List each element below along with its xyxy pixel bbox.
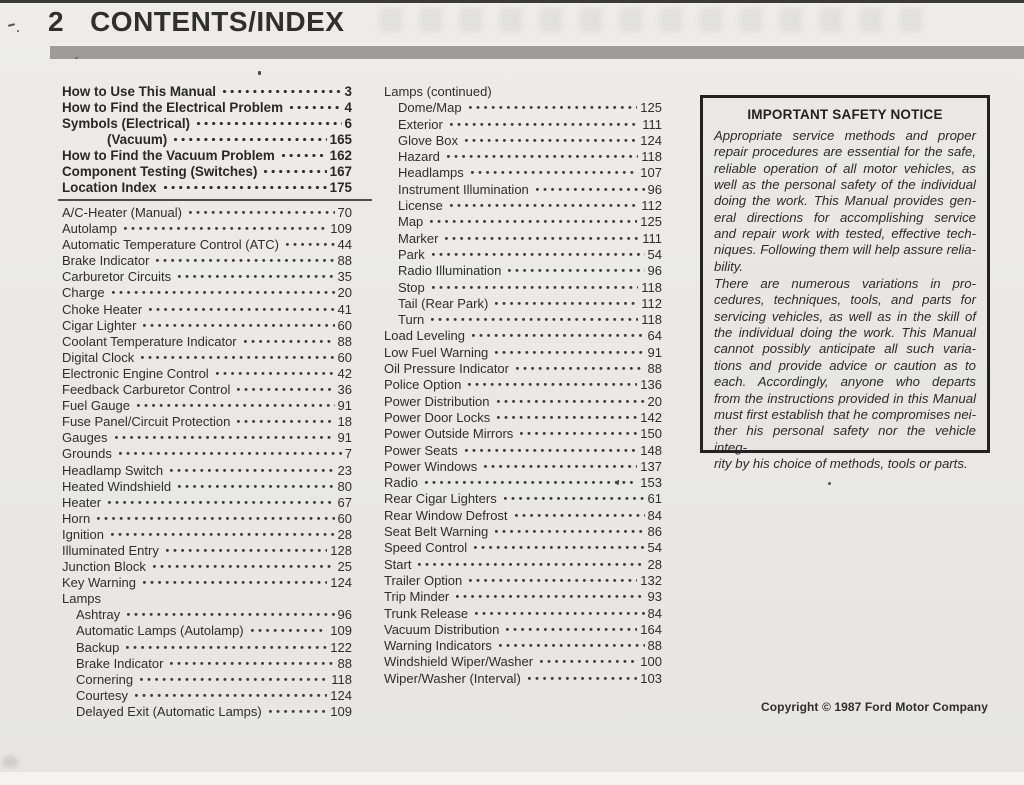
index-entry-page-number: 35 — [337, 269, 352, 285]
index-entry-label: Brake Indicator — [76, 655, 164, 671]
index-entry — [62, 237, 352, 253]
index-entry-label: Choke Heater — [62, 301, 143, 317]
index-entry-label: Courtesy — [76, 687, 129, 703]
index-entry-label: Charge — [62, 285, 105, 301]
toc-entry-label: Component Testing (Switches) — [62, 164, 258, 179]
index-entry-page-number: 109 — [330, 703, 352, 719]
index-entry-page-number: 60 — [337, 317, 352, 333]
toc-entry-page-number: 165 — [329, 132, 352, 147]
index-entry-page-number: 100 — [640, 654, 662, 670]
index-entry-page-number: 136 — [640, 377, 662, 393]
index-entry-label: Backup — [76, 639, 120, 655]
index-entry-label: Stop — [398, 279, 425, 295]
index-entry-label: Autolamp — [62, 221, 117, 237]
index-entry — [62, 607, 352, 623]
toc-entry — [62, 148, 352, 164]
index-entry-label: Trunk Release — [384, 605, 469, 621]
toc-entry — [62, 84, 352, 100]
index-entry — [62, 575, 352, 591]
index-entry — [384, 247, 662, 263]
index-entry-page-number: 88 — [647, 361, 662, 377]
index-entry-label: Heated Windshield — [62, 478, 172, 494]
scan-speckle — [2, 756, 18, 768]
toc-entry-page-number: 3 — [344, 84, 352, 99]
scan-speckle — [258, 71, 261, 75]
index-entry-page-number: 111 — [642, 230, 662, 246]
toc-entry-page-number: 175 — [329, 180, 352, 195]
index-entry-label: Automatic Temperature Control (ATC) — [62, 237, 279, 253]
index-entry-page-number: 84 — [647, 507, 662, 523]
index-entry — [384, 573, 662, 589]
index-entry-label: Ashtray — [76, 607, 121, 623]
index-entry-label: A/C-Heater (Manual) — [62, 205, 182, 220]
toc-list — [62, 84, 352, 196]
index-entry — [384, 638, 662, 654]
index-entry-page-number: 20 — [647, 393, 662, 409]
index-entry — [384, 263, 662, 279]
index-entry — [384, 149, 662, 165]
index-entry-page-number: 88 — [337, 333, 352, 349]
index-entry — [62, 623, 352, 639]
index-entry — [384, 671, 662, 687]
index-entry-page-number: 103 — [640, 670, 662, 686]
index-entry — [384, 606, 662, 622]
index-entry — [384, 475, 662, 491]
index-entry-page-number: 118 — [331, 671, 352, 687]
index-entry-label: Heater — [62, 494, 102, 510]
index-entry-label: Electronic Engine Control — [62, 365, 209, 381]
index-entry-page-number: 107 — [640, 165, 662, 181]
index-entry — [384, 557, 662, 573]
index-entry — [62, 205, 352, 221]
index-entry-label: Fuel Gauge — [62, 398, 130, 414]
index-entry-page-number: 18 — [337, 414, 352, 430]
index-entry-label: Horn — [62, 510, 91, 526]
index-entry-label: Instrument Illumination — [398, 181, 529, 197]
index-entry-page-number: 23 — [337, 462, 352, 478]
index-entry-label: Cornering — [76, 671, 134, 687]
index-entry-label: Power Door Locks — [384, 409, 491, 425]
index-entry-label: Wiper/Washer (Interval) — [384, 670, 521, 686]
title-divider-bar — [50, 46, 1024, 59]
index-entry — [62, 334, 352, 350]
toc-entry-page-number: 4 — [344, 100, 352, 115]
index-entry — [384, 198, 662, 214]
print-bleed-ghost — [380, 8, 940, 32]
index-entry-label: Hazard — [398, 149, 440, 165]
toc-entry-page-number: 167 — [329, 164, 352, 179]
index-entry-page-number: 150 — [640, 426, 662, 442]
index-entry — [384, 328, 662, 344]
index-entry-page-number: 88 — [337, 655, 352, 671]
index-entry-label: Key Warning — [62, 575, 136, 591]
index-entry — [384, 165, 662, 181]
index-entry — [384, 280, 662, 296]
toc-entry-label: How to Find the Vacuum Problem — [62, 148, 275, 163]
index-entry — [384, 182, 662, 198]
index-entry — [62, 318, 352, 334]
index-entry-label: Glove Box — [398, 132, 458, 148]
toc-entry — [62, 116, 352, 132]
index-entry-label: Power Distribution — [384, 393, 490, 409]
section-divider-rule — [58, 199, 372, 201]
index-entry — [384, 231, 662, 247]
toc-entry-label: (Vacuum) — [107, 132, 168, 147]
index-entry-label: Power Seats — [384, 442, 458, 458]
index-entry-label: Coolant Temperature Indicator — [62, 333, 237, 349]
index-entry-label: Seat Belt Warning — [384, 524, 489, 540]
index-entry-page-number: 124 — [640, 132, 662, 148]
toc-entry — [62, 164, 352, 180]
index-entry-page-number: 112 — [641, 198, 662, 214]
index-entry-label: Delayed Exit (Automatic Lamps) — [76, 703, 262, 719]
index-entry — [62, 446, 352, 462]
index-entry-page-number: 137 — [640, 458, 662, 474]
index-entry-label: Feedback Carburetor Control — [62, 382, 231, 398]
index-entry-page-number: 153 — [640, 475, 662, 491]
index-entry — [384, 589, 662, 605]
index-entry — [384, 394, 662, 410]
index-entry-page-number: 25 — [337, 559, 352, 575]
index-entry — [62, 527, 352, 543]
index-entry-page-number: 91 — [337, 398, 352, 414]
toc-entry-label: Symbols (Electrical) — [62, 116, 191, 131]
index-entry-label: Power Windows — [384, 458, 478, 474]
index-entry-page-number: 61 — [647, 491, 662, 507]
index-entry-label: Oil Pressure Indicator — [384, 361, 509, 377]
index-entry-label: Turn — [398, 312, 425, 328]
index-entry-label: Dome/Map — [398, 100, 462, 116]
index-entry — [384, 426, 662, 442]
index-entry-label: Trip Minder — [384, 589, 450, 605]
index-entry-label: Headlamps — [398, 165, 464, 181]
safety-notice-box — [700, 95, 990, 471]
index-entry-label: Cigar Lighter — [62, 317, 137, 333]
index-entry-page-number: 148 — [640, 442, 662, 458]
index-entry-page-number: 80 — [337, 478, 352, 494]
index-entry-label: Trailer Option — [384, 572, 463, 588]
middle-column — [384, 84, 662, 687]
index-entry-page-number: 142 — [640, 409, 662, 425]
toc-entry-page-number: 6 — [344, 116, 352, 131]
index-entry-page-number: 122 — [330, 639, 352, 655]
safety-notice-title: IMPORTANT SAFETY NOTICE — [747, 107, 943, 122]
index-entry — [384, 443, 662, 459]
scan-speckle — [8, 23, 15, 27]
index-entry-page-number: 42 — [337, 365, 352, 381]
index-entry — [62, 302, 352, 318]
index-entry-page-number: 111 — [642, 116, 662, 132]
index-entry-label: Digital Clock — [62, 349, 135, 365]
page-title: CONTENTS/INDEX — [90, 6, 345, 37]
index-entry-label: Junction Block — [62, 559, 146, 575]
index-entry-page-number: 93 — [647, 589, 662, 605]
index-entry — [62, 479, 352, 495]
index-entry-page-number: 118 — [641, 149, 662, 165]
index-entry-page-number: 125 — [640, 100, 662, 116]
index-entry-page-number: 109 — [330, 221, 352, 237]
index-entry — [62, 688, 352, 704]
index-entry-page-number: 84 — [647, 605, 662, 621]
index-entry-label: Speed Control — [384, 540, 468, 556]
index-entry — [384, 524, 662, 540]
index-entry-label: Warning Indicators — [384, 638, 492, 654]
left-column — [62, 84, 352, 720]
index-entry — [384, 654, 662, 670]
index-entry — [62, 398, 352, 414]
index-entry-page-number: 91 — [647, 344, 662, 360]
scan-edge-bottom — [0, 772, 1024, 785]
index-entry — [62, 543, 352, 559]
index-entry — [62, 463, 352, 479]
index-entry — [62, 382, 352, 398]
scan-speckle — [828, 482, 831, 485]
index-entry-label: Start — [384, 556, 412, 572]
index-entry-page-number: 125 — [640, 214, 662, 230]
index-entry-page-number: 28 — [647, 556, 662, 572]
index-entry — [384, 214, 662, 230]
index-entry-label: Map — [398, 214, 424, 230]
index-entry — [62, 285, 352, 301]
index-entry-page-number: 96 — [337, 607, 352, 623]
toc-entry — [62, 180, 352, 196]
index-entry-page-number: 132 — [640, 572, 662, 588]
index-entry-label: Gauges — [62, 430, 108, 446]
index-entry-page-number: 20 — [337, 285, 352, 301]
index-entry-label: Fuse Panel/Circuit Protection — [62, 414, 231, 430]
index-entry-label: Grounds — [62, 446, 112, 462]
index-entry-label: Automatic Lamps (Autolamp) — [76, 623, 244, 639]
index-entry — [62, 672, 352, 688]
index-entry — [62, 704, 352, 720]
toc-entry-label: How to Use This Manual — [62, 84, 217, 99]
index-entry — [62, 221, 352, 237]
index-entry-page-number: 96 — [647, 263, 662, 279]
index-entry — [384, 312, 662, 328]
index-entry — [62, 559, 352, 575]
index-entry — [62, 350, 352, 366]
index-entry — [384, 100, 662, 116]
index-entry-label: Power Outside Mirrors — [384, 426, 514, 442]
toc-entry — [62, 100, 352, 116]
index-entry-page-number: 88 — [337, 253, 352, 269]
index-entry-page-number: 91 — [337, 430, 352, 446]
index-entry — [384, 345, 662, 361]
index-entry — [384, 540, 662, 556]
index-entry-page-number: 118 — [641, 279, 662, 295]
index-entry-page-number: 128 — [330, 542, 352, 558]
index-entry — [384, 377, 662, 393]
index-entry — [62, 640, 352, 656]
index-entry-page-number: 67 — [337, 494, 352, 510]
index-entry — [384, 133, 662, 149]
index-entry — [384, 296, 662, 312]
index-entry-page-number: 54 — [647, 540, 662, 556]
index-entry-page-number: 54 — [647, 246, 662, 262]
index-entry — [384, 459, 662, 475]
index-entry-page-number: 164 — [640, 621, 662, 637]
index-entry-label: Windshield Wiper/Washer — [384, 654, 534, 670]
index-list-left — [62, 205, 352, 720]
index-entry-page-number: 7 — [344, 446, 352, 462]
index-entry-page-number: 64 — [647, 328, 662, 344]
index-entry-page-number: 36 — [337, 382, 352, 398]
index-entry — [384, 491, 662, 507]
index-entry-page-number: 44 — [337, 237, 352, 253]
scan-edge-top — [0, 0, 1024, 3]
index-entry-label: Marker — [398, 230, 439, 246]
scan-speckle — [75, 57, 78, 59]
index-entry-page-number: 112 — [641, 295, 662, 311]
index-entry-label: Illuminated Entry — [62, 542, 159, 558]
index-entry — [384, 410, 662, 426]
index-entry — [62, 414, 352, 430]
index-entry-label: Police Option — [384, 377, 462, 393]
index-entry-page-number: 70 — [337, 205, 352, 220]
index-entry-label: Exterior — [398, 116, 443, 132]
index-entry — [62, 511, 352, 527]
index-entry-label: Radio Illumination — [398, 263, 502, 279]
index-entry-page-number: 124 — [330, 687, 352, 703]
toc-entry-page-number: 162 — [329, 148, 352, 163]
index-entry-page-number: 28 — [337, 526, 352, 542]
index-entry-page-number: 60 — [337, 349, 352, 365]
index-entry — [384, 117, 662, 133]
index-entry-label: Vacuum Distribution — [384, 621, 500, 637]
toc-entry — [62, 132, 352, 148]
index-entry — [384, 84, 662, 100]
page-header — [48, 6, 344, 38]
index-entry-label: Load Leveling — [384, 328, 465, 344]
index-entry — [62, 591, 352, 607]
index-entry-label: Headlamp Switch — [62, 462, 164, 478]
index-entry-page-number: 88 — [647, 638, 662, 654]
index-entry-label: License — [398, 198, 443, 214]
index-entry — [62, 253, 352, 269]
index-entry-label: Ignition — [62, 526, 104, 542]
index-entry-page-number: 86 — [647, 524, 662, 540]
index-entry — [62, 366, 352, 382]
safety-notice-body: Appropriate service methods and proper repair procedures are essential for the safe, reliable operation of all motor vehicles, as well as the personal safety of the individual doing the work. This Manual provides gen- eral directions for accomplishing service and repair work with tested, effective tech- niques. Following them will help assure relia- bility. There are numerous variations in pro- cedures, techniques, tools, and parts for servicing vehicles, as well as in the skill of the individual doing the work. This Manual cannot possibly anticipate all such varia- tions and provide advice or caution as to each. Accordingly, anyone who departs from the instructions provided in this Manual must first establish that he compromises nei- ther his personal safety nor the vehicle integ- rity by his choice of methods, tools or parts. — [714, 128, 976, 471]
index-entry-label: Radio — [384, 475, 418, 491]
index-entry-label: Brake Indicator — [62, 253, 150, 269]
toc-entry-label: Location Index — [62, 180, 157, 195]
index-entry — [62, 269, 352, 285]
index-entry-label: Low Fuel Warning — [384, 344, 489, 360]
index-entry-label: Tail (Rear Park) — [398, 295, 489, 311]
index-entry-page-number: 41 — [337, 301, 352, 317]
index-entry — [62, 656, 352, 672]
index-entry — [384, 361, 662, 377]
page-number: 2 — [48, 6, 65, 37]
index-entry-label: Lamps (continued) — [384, 84, 492, 99]
index-entry — [384, 622, 662, 638]
index-entry-page-number: 109 — [330, 623, 352, 639]
index-entry — [384, 508, 662, 524]
index-entry-label: Lamps — [62, 591, 102, 607]
scan-speckle — [17, 30, 19, 32]
index-entry-page-number: 118 — [641, 312, 662, 328]
index-entry — [62, 495, 352, 511]
index-list-middle — [384, 84, 662, 687]
index-entry-page-number: 124 — [330, 575, 352, 591]
index-entry-label: Carburetor Circuits — [62, 269, 172, 285]
index-entry-label: Rear Window Defrost — [384, 507, 508, 523]
index-entry-label: Rear Cigar Lighters — [384, 491, 497, 507]
index-entry-page-number: 96 — [647, 181, 662, 197]
index-entry — [62, 430, 352, 446]
toc-entry-label: How to Find the Electrical Problem — [62, 100, 283, 115]
copyright-line: Copyright © 1987 Ford Motor Company — [760, 700, 988, 714]
index-entry-label: Park — [398, 246, 425, 262]
index-entry-page-number: 60 — [337, 510, 352, 526]
